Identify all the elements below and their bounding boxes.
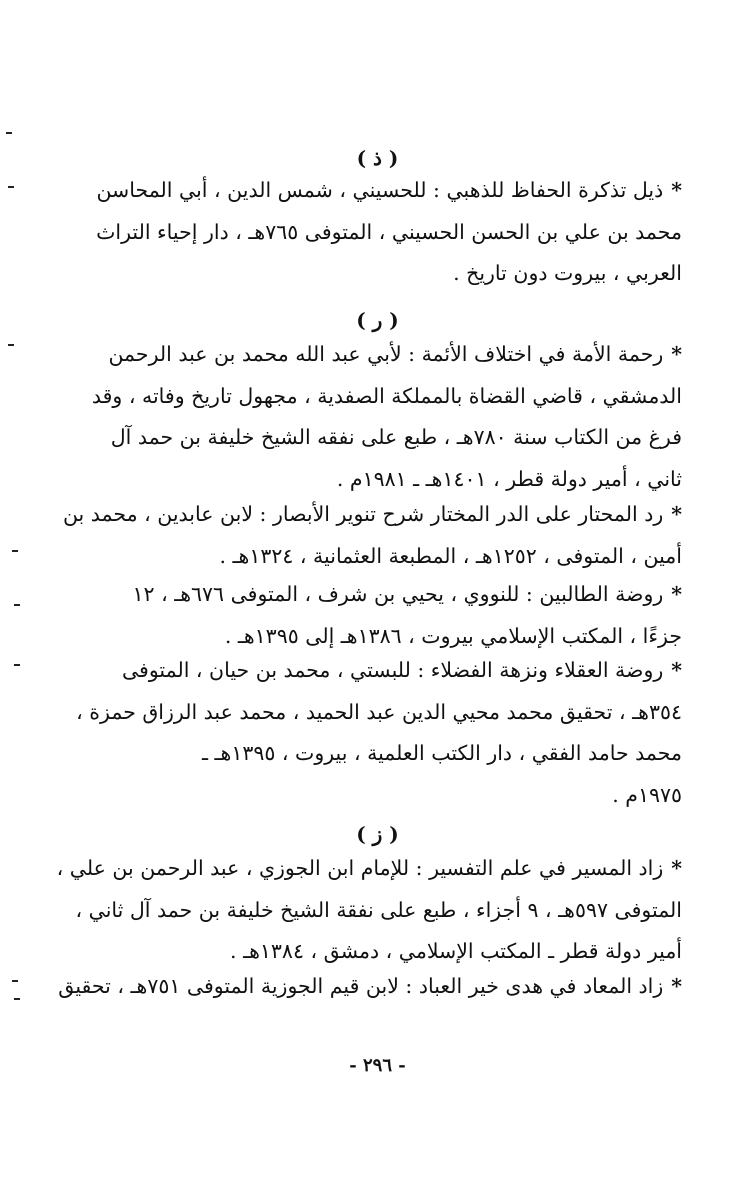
bullet-star-icon: * [671,856,682,880]
entry-line: *روضة الطالبين : للنووي ، يحيي بن شرف ، المتوفى ٦٧٦هـ ، ١٢ [132,582,682,606]
bibliography-entry [62,494,682,577]
entry-line: *زاد المعاد في هدى خير العباد : لابن قيم الجوزية المتوفى ٧٥١هـ ، تحقيق [58,974,682,998]
bibliography-entry [76,650,682,816]
scan-speck [14,604,20,606]
entry-line: فرغ من الكتاب سنة ٧٨٠هـ ، طبع على نفقه الشيخ خليفة بن حمد آل [110,425,682,449]
scan-speck [8,186,14,188]
section-heading-dhal: ( ذ ) [356,146,399,170]
section-heading-zay: ( ز ) [356,822,399,846]
scan-speck [12,980,18,982]
entry-line: *رد المحتار على الدر المختار شرح تنوير الأبصار : لابن عابدين ، محمد بن [62,502,682,526]
entry-line: العربي ، بيروت دون تاريخ . [453,261,682,285]
entry-line: أمين ، المتوفى ، ١٢٥٢هـ ، المطبعة العثمانية ، ١٣٢٤هـ . [219,543,682,568]
bibliography-entry [82,574,682,657]
bullet-star-icon: * [671,582,682,606]
bullet-star-icon: * [671,658,682,682]
entry-line: ثاني ، أمير دولة قطر ، ١٤٠١هـ ـ ١٩٨١م . [336,466,682,491]
scan-speck [14,664,20,666]
section-heading-ra: ( ر ) [356,308,399,332]
scan-speck [6,132,12,134]
bullet-star-icon: * [671,342,682,366]
scan-speck [8,344,14,346]
bibliography-entry [82,170,682,295]
entry-line: *زاد المسير في علم التفسير : للإمام ابن الجوزي ، عبد الرحمن بن علي ، [56,856,682,880]
scan-speck [12,550,18,552]
entry-line: أمير دولة قطر ـ المكتب الإسلامي ، دمشق ، ١٣٨٤هـ . [230,939,682,963]
bullet-star-icon: * [671,502,682,526]
entry-line: ٣٥٤هـ ، تحقيق محمد محيي الدين عبد الحميد ، محمد عبد الرزاق حمزة ، [76,699,682,724]
entry-line: *رحمة الأمة في اختلاف الأئمة : لأبي عبد الله محمد بن عبد الرحمن [108,342,682,366]
bibliography-entry [56,848,682,973]
bullet-star-icon: * [671,974,682,998]
page-number: - ٢٩٦ - [349,1055,406,1076]
entry-line: ١٩٧٥م . [612,782,682,807]
bibliography-entry [58,966,682,1008]
entry-line: جزءًا ، المكتب الإسلامي بيروت ، ١٣٨٦هـ إلى ١٣٩٥هـ . [224,623,682,648]
entry-line: *روضة العقلاء ونزهة الفضلاء : للبستي ، محمد بن حيان ، المتوفى [121,658,682,682]
scan-speck [14,998,20,1000]
entry-line: *ذيل تذكرة الحفاظ للذهبي : للحسيني ، شمس الدين ، أبي المحاسن [96,178,682,202]
bibliography-entry [82,334,682,500]
bullet-star-icon: * [671,178,682,202]
entry-line: محمد حامد الفقي ، دار الكتب العلمية ، بيروت ، ١٣٩٥هـ ـ [201,741,682,765]
entry-line: محمد بن علي بن الحسن الحسيني ، المتوفى ٧٦٥هـ ، دار إحياء التراث [96,219,682,244]
entry-line: المتوفى ٥٩٧هـ ، ٩ أجزاء ، طبع على نفقة الشيخ خليفة بن حمد آل ثاني ، [75,897,682,922]
entry-line: الدمشقي ، قاضي القضاة بالمملكة الصفدية ، مجهول تاريخ وفاته ، وقد [91,383,682,408]
